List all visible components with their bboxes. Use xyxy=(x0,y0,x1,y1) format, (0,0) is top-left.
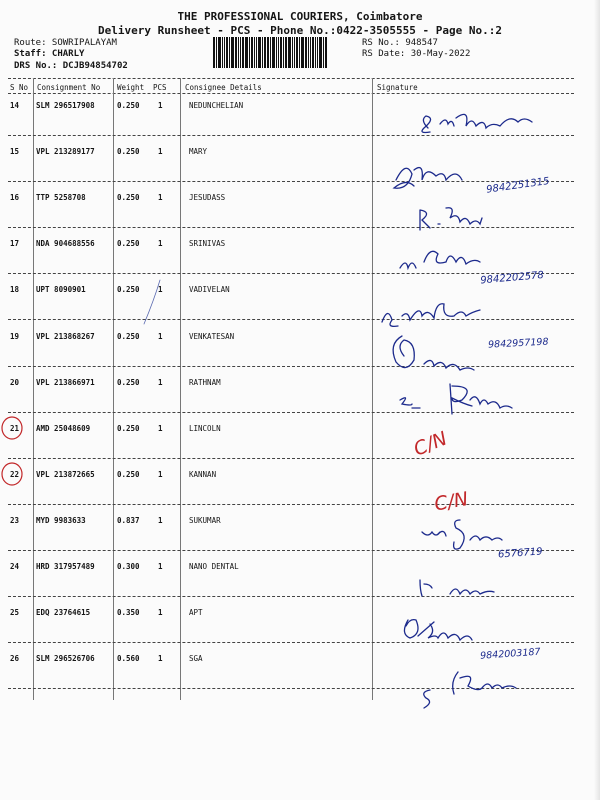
row-consignee: SRINIVAS xyxy=(189,239,226,249)
row-consignment: SLM 296517908 xyxy=(36,101,95,110)
header-weight: Weight xyxy=(117,83,145,92)
row-consignment: TTP 5258708 xyxy=(36,193,86,203)
barcode xyxy=(213,37,345,68)
row-consignee: SGA xyxy=(189,654,203,664)
row-sno: 20 xyxy=(10,377,20,387)
row-pcs: 1 xyxy=(158,608,163,618)
signature-scribble xyxy=(420,580,494,596)
row-consignment: HRD 317957489 xyxy=(36,562,95,571)
row-consignee: SUKUMAR xyxy=(189,515,221,525)
header-consignee: Consignee Details xyxy=(185,83,262,92)
signature-scribble xyxy=(422,520,502,549)
handwritten-phone: 9842251315 xyxy=(485,175,551,196)
row-divider xyxy=(8,412,574,413)
row-sno: 26 xyxy=(10,654,20,664)
row-pcs: 1 xyxy=(158,331,163,341)
row-divider xyxy=(8,596,574,597)
signature-scribble xyxy=(404,620,472,640)
row-consignee: JESUDASS xyxy=(189,193,226,203)
header-consignment: Consignment No xyxy=(37,83,101,92)
signature-scribble xyxy=(394,168,462,189)
row-sno: 21 xyxy=(10,423,20,433)
signature-scribble xyxy=(400,251,480,268)
handwritten-phone: 9842957198 xyxy=(487,336,549,351)
row-divider xyxy=(8,642,574,643)
row-divider xyxy=(8,366,574,367)
row-consignment: VPL 213289177 xyxy=(36,147,95,157)
route-label: Route: SOWRIPALAYAM xyxy=(14,38,117,48)
row-divider xyxy=(8,458,574,459)
row-pcs: 1 xyxy=(158,285,163,295)
row-consignee: APT xyxy=(189,608,203,618)
row-consignee: LINCOLN xyxy=(189,423,221,433)
column-divider xyxy=(372,78,373,700)
row-consignment: NDA 904688556 xyxy=(36,239,95,249)
row-divider xyxy=(8,688,574,689)
row-sno: 19 xyxy=(10,331,20,341)
row-consignment: AMD 25048609 xyxy=(36,423,91,433)
row-weight: 0.250 xyxy=(117,239,140,249)
row-pcs: 1 xyxy=(158,423,163,433)
row-consignment: VPL 213868267 xyxy=(36,331,95,341)
row-sno: 15 xyxy=(10,147,20,157)
handwritten-phone: 6576719 xyxy=(497,546,543,561)
row-sno: 24 xyxy=(10,562,20,571)
signature-scribble xyxy=(400,384,512,414)
row-pcs: 1 xyxy=(158,193,163,203)
row-pcs: 1 xyxy=(158,101,163,110)
column-divider xyxy=(33,78,34,700)
header-sno: S No xyxy=(10,83,29,92)
row-consignee: MARY xyxy=(189,147,208,157)
row-consignee: RATHNAM xyxy=(189,377,221,387)
row-sno: 16 xyxy=(10,193,20,203)
row-weight: 0.250 xyxy=(117,147,140,157)
table-top-rule xyxy=(8,78,574,79)
row-weight: 0.350 xyxy=(117,608,140,618)
page-edge-shadow xyxy=(594,0,600,800)
row-pcs: 1 xyxy=(158,515,163,525)
signature-scribble xyxy=(382,304,480,327)
row-sno: 18 xyxy=(10,285,20,295)
header-signature: Signature xyxy=(377,83,418,92)
handwritten-phone: 9842003187 xyxy=(479,646,541,662)
rs-number: RS No.: 948547 xyxy=(362,38,438,48)
row-weight: 0.250 xyxy=(117,285,140,295)
signature-scribble xyxy=(424,672,516,708)
row-weight: 0.250 xyxy=(117,469,140,479)
signature-scribble xyxy=(422,114,532,132)
row-divider xyxy=(8,319,574,320)
row-weight: 0.250 xyxy=(117,377,140,387)
row-divider xyxy=(8,227,574,228)
row-divider xyxy=(8,504,574,505)
row-sno: 23 xyxy=(10,515,20,525)
row-weight: 0.250 xyxy=(117,101,140,110)
rs-date: RS Date: 30-May-2022 xyxy=(362,49,471,59)
row-divider xyxy=(8,181,574,182)
row-consignment: VPL 213866971 xyxy=(36,377,95,387)
row-divider xyxy=(8,273,574,274)
row-pcs: 1 xyxy=(158,377,163,387)
table-header-rule xyxy=(8,93,574,94)
row-weight: 0.300 xyxy=(117,562,140,571)
row-consignment: VPL 213872665 xyxy=(36,469,95,479)
column-divider xyxy=(180,78,181,700)
row-pcs: 1 xyxy=(158,654,163,664)
row-pcs: 1 xyxy=(158,562,163,571)
row-pcs: 1 xyxy=(158,147,163,157)
row-divider xyxy=(8,135,574,136)
row-consignment: SLM 296526706 xyxy=(36,654,95,664)
row-consignee: NANO DENTAL xyxy=(189,562,239,571)
row-weight: 0.837 xyxy=(117,515,140,525)
row-divider xyxy=(8,550,574,551)
column-divider xyxy=(113,78,114,700)
row-sno: 22 xyxy=(10,469,20,479)
row-consignment: UPT 8090901 xyxy=(36,285,86,295)
row-pcs: 1 xyxy=(158,469,163,479)
row-consignee: KANNAN xyxy=(189,469,217,479)
row-sno: 17 xyxy=(10,239,20,249)
handwritten-cn: C/N xyxy=(410,427,451,461)
company-title: THE PROFESSIONAL COURIERS, Coimbatore xyxy=(177,10,423,23)
drs-number: DRS No.: DCJB94854702 xyxy=(14,61,128,71)
row-weight: 0.250 xyxy=(117,423,140,433)
staff-label: Staff: CHARLY xyxy=(14,49,85,59)
row-consignee: VADIVELAN xyxy=(189,285,230,295)
handwritten-cn: C/N xyxy=(432,488,470,516)
row-consignment: EDQ 23764615 xyxy=(36,608,91,618)
row-weight: 0.250 xyxy=(117,193,140,203)
header-pcs: PCS xyxy=(153,83,167,92)
row-weight: 0.560 xyxy=(117,654,140,664)
row-pcs: 1 xyxy=(158,239,163,249)
row-consignee: NEDUNCHELIAN xyxy=(189,101,244,110)
row-consignee: VENKATESAN xyxy=(189,331,235,341)
runsheet-title: Delivery Runsheet - PCS - Phone No.:0422-3505555 - Page No.:2 xyxy=(98,24,502,37)
handwritten-phone: 9842202578 xyxy=(479,269,545,287)
row-consignment: MYD 9983633 xyxy=(36,515,86,525)
row-sno: 14 xyxy=(10,101,20,110)
row-weight: 0.250 xyxy=(117,331,140,341)
row-sno: 25 xyxy=(10,608,20,618)
